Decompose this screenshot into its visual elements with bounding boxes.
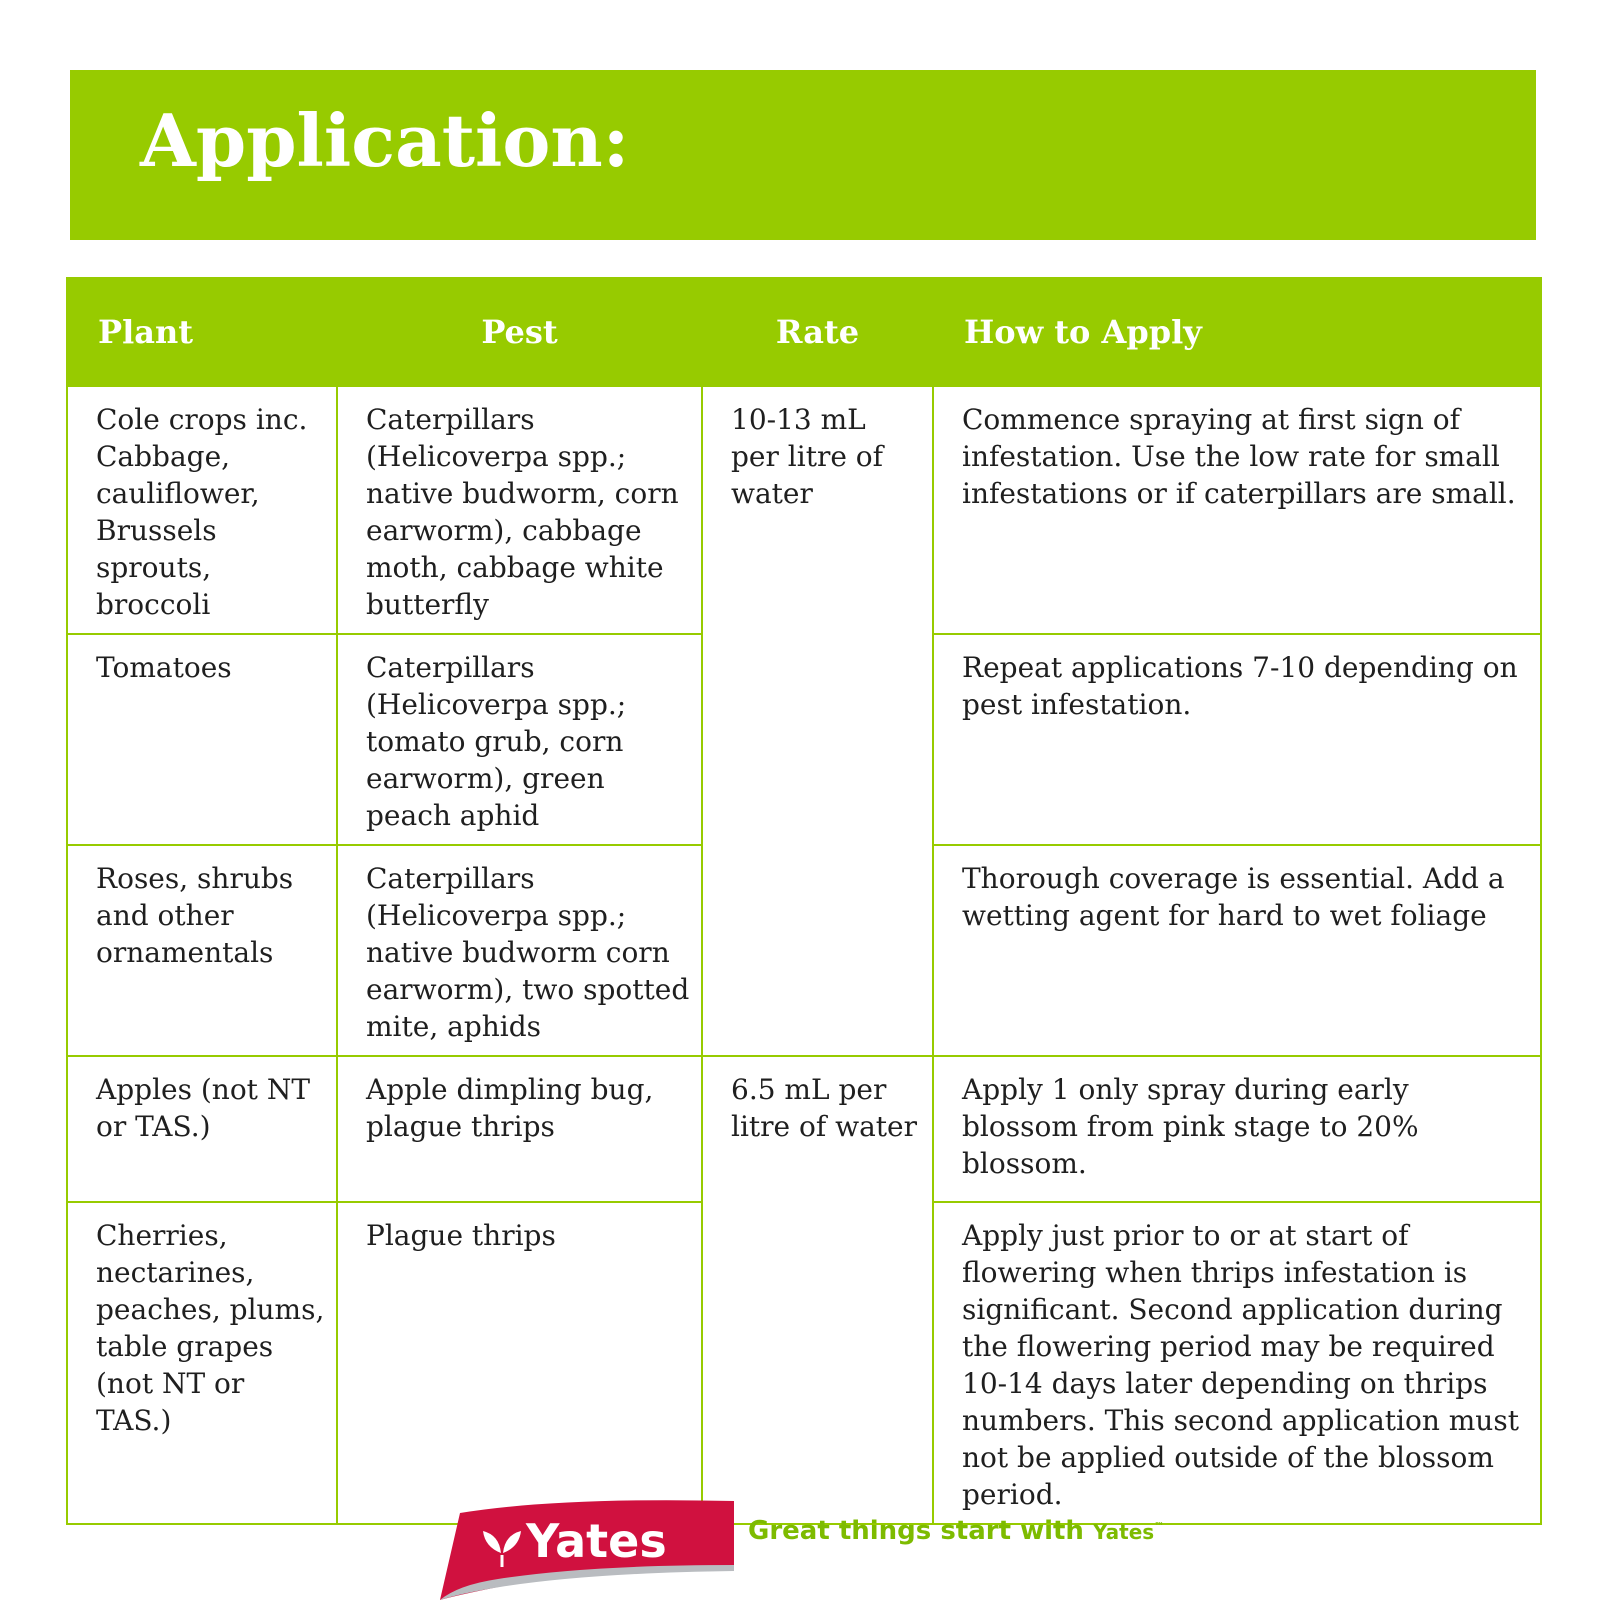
- yates-logo: [438, 1495, 738, 1600]
- title-banner: [70, 70, 1536, 240]
- tagline-brand: Yates: [1093, 1520, 1155, 1544]
- how-to-apply-cell: Repeat applications 7-10 depending on pest infestation.: [933, 634, 1541, 845]
- plant-cell: Cherries, nectarines, peaches, plums, table grapes (not NT or TAS.): [67, 1202, 337, 1524]
- pest-cell: Caterpillars (Helicoverpa spp.; tomato grub, corn earworm), green peach aphid: [337, 634, 702, 845]
- column-header-plant: Plant: [67, 278, 337, 386]
- tagline: [748, 1516, 1164, 1546]
- plant-cell: Cole crops inc. Cabbage, cauliflower, Brussels sprouts, broccoli: [67, 386, 337, 634]
- application-table: [66, 277, 1542, 1525]
- table-row: [67, 1056, 1541, 1202]
- plant-cell: Roses, shrubs and other ornamentals: [67, 845, 337, 1056]
- how-to-apply-cell: Apply just prior to or at start of flowering when thrips infestation is significant. Second application during the flowering period may be required 10-14 days later depending on thrips numbers. This second application must not be applied outside of the blossom period.: [933, 1202, 1541, 1524]
- how-to-apply-cell: Commence spraying at first sign of infestation. Use the low rate for small infestations or if caterpillars are small.: [933, 386, 1541, 634]
- pest-cell: Apple dimpling bug, plague thrips: [337, 1056, 702, 1202]
- pest-cell: Caterpillars (Helicoverpa spp.; native budworm corn earworm), two spotted mite, aphids: [337, 845, 702, 1056]
- column-header-pest: Pest: [337, 278, 702, 386]
- trademark-mark: ™: [1154, 1521, 1165, 1533]
- tagline-text: Great things start with: [748, 1516, 1084, 1546]
- how-to-apply-cell: Thorough coverage is essential. Add a wetting agent for hard to wet foliage: [933, 845, 1541, 1056]
- plant-cell: Tomatoes: [67, 634, 337, 845]
- logo-wordmark: Yates: [526, 1514, 667, 1568]
- rate-cell: 10-13 mL per litre of water: [702, 386, 933, 1056]
- pest-cell: Plague thrips: [337, 1202, 702, 1524]
- column-header-rate: Rate: [702, 278, 933, 386]
- table-header-row: [67, 278, 1541, 386]
- yates-logo-shape: [438, 1495, 738, 1600]
- table-row: [67, 386, 1541, 634]
- how-to-apply-cell: Apply 1 only spray during early blossom from pink stage to 20% blossom.: [933, 1056, 1541, 1202]
- column-header-how-to-apply: How to Apply: [933, 278, 1541, 386]
- pest-cell: Caterpillars (Helicoverpa spp.; native budworm, corn earworm), cabbage moth, cabbage white butterfly: [337, 386, 702, 634]
- page-title: Application:: [140, 98, 630, 183]
- rate-cell: 6.5 mL per litre of water: [702, 1056, 933, 1524]
- plant-cell: Apples (not NT or TAS.): [67, 1056, 337, 1202]
